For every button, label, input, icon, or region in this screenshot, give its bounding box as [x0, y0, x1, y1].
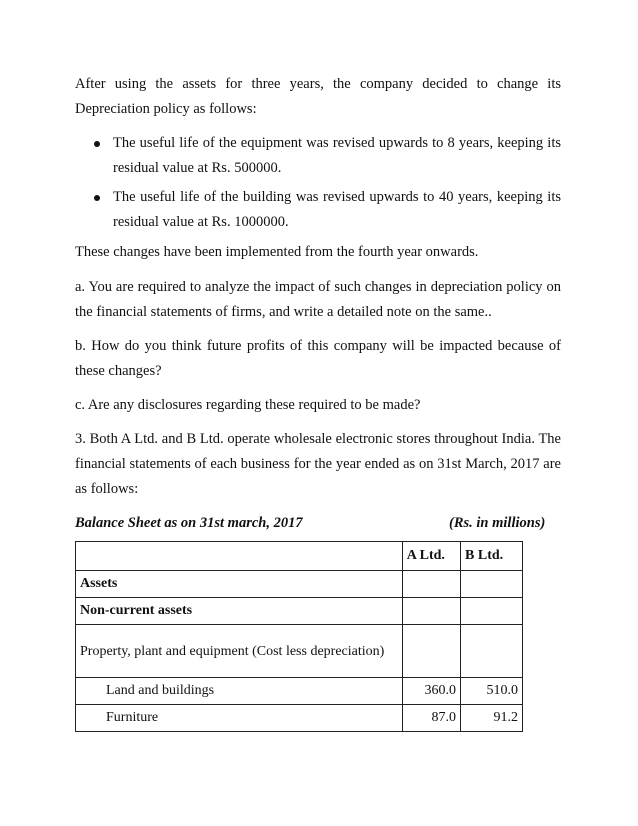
- question-3: 3. Both A Ltd. and B Ltd. operate wholesale electronic stores throughout India. The financial statements of each business for the year ended as on 31st March, 2017 are as follows:: [75, 431, 561, 497]
- row-value-b: 510.0: [461, 678, 523, 705]
- balance-sheet-table: [75, 541, 523, 732]
- question-b: b. How do you think future profits of this company will be impacted because of these changes?: [75, 338, 561, 379]
- row-label: Land and buildings: [76, 678, 403, 705]
- question-a: a. You are required to analyze the impact of such changes in depreciation policy on the financial statements of firms, and write a detailed note on the same..: [75, 279, 561, 320]
- row-value-a: [402, 571, 460, 598]
- table-units: (Rs. in millions): [449, 515, 546, 531]
- list-item: [75, 131, 561, 181]
- table-title: Balance Sheet as on 31st march, 2017: [75, 515, 303, 531]
- intro-paragraph: After using the assets for three years, the company decided to change its Depreciation policy as follows:: [75, 76, 561, 117]
- table-row: [76, 571, 523, 598]
- question-c: c. Are any disclosures regarding these required to be made?: [75, 397, 421, 413]
- list-item: [75, 185, 561, 235]
- row-label: Property, plant and equipment (Cost less depreciation): [76, 625, 403, 678]
- bullet-icon: [94, 141, 100, 147]
- table-row: [76, 705, 523, 732]
- header-cell-b-ltd: B Ltd.: [461, 542, 523, 571]
- row-value-a: 360.0: [402, 678, 460, 705]
- row-label: Furniture: [76, 705, 403, 732]
- implementation-paragraph: These changes have been implemented from the fourth year onwards.: [75, 244, 479, 260]
- policy-change-list: [75, 131, 561, 239]
- row-value-b: [461, 625, 523, 678]
- table-row: [76, 598, 523, 625]
- table-caption: [75, 513, 561, 533]
- table-header-row: [76, 542, 523, 571]
- header-cell-a-ltd: A Ltd.: [402, 542, 460, 571]
- row-label: Assets: [76, 571, 403, 598]
- table-row: [76, 678, 523, 705]
- table-row: [76, 625, 523, 678]
- list-item-text: The useful life of the equipment was revised upwards to 8 years, keeping its residual value at Rs. 500000.: [113, 135, 561, 176]
- row-value-b: [461, 571, 523, 598]
- row-label: Non-current assets: [76, 598, 403, 625]
- row-value-a: [402, 598, 460, 625]
- row-value-b: 91.2: [461, 705, 523, 732]
- row-value-a: [402, 625, 460, 678]
- header-cell-label: [76, 542, 403, 571]
- list-item-text: The useful life of the building was revised upwards to 40 years, keeping its residual value at Rs. 1000000.: [113, 189, 561, 230]
- bullet-icon: [94, 195, 100, 201]
- row-value-a: 87.0: [402, 705, 460, 732]
- row-value-b: [461, 598, 523, 625]
